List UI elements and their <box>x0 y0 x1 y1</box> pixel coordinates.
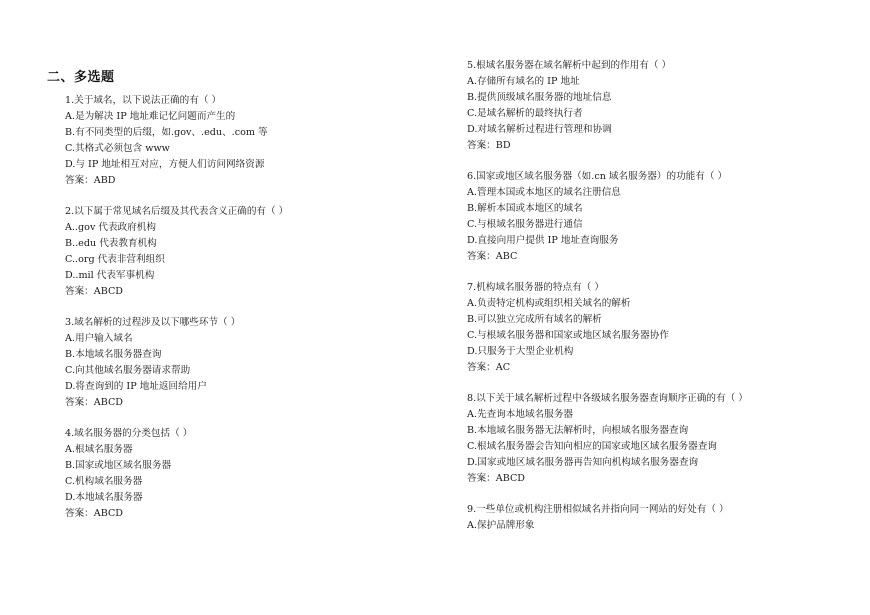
question-block <box>467 502 847 534</box>
question-block <box>65 315 445 411</box>
question-option: B.国家或地区域名服务器 <box>65 460 172 471</box>
question-option: B.可以独立完成所有域名的解析 <box>467 314 602 325</box>
question-option: A.先查询本地域名服务器 <box>467 409 573 420</box>
question-spacer <box>65 300 445 315</box>
question-block <box>467 391 847 487</box>
question-option: A..gov 代表政府机构 <box>65 222 156 233</box>
question-option: A.根域名服务器 <box>65 444 133 455</box>
question-option: B.本地域名服务器查询 <box>65 349 162 360</box>
question-option: A.管理本国或本地区的域名注册信息 <box>467 187 621 198</box>
question-option: C..org 代表非营利组织 <box>65 254 165 265</box>
question-option: B.解析本国或本地区的域名 <box>467 203 583 214</box>
question-spacer <box>467 154 847 169</box>
question-answer: 答案：ABCD <box>467 473 525 484</box>
section-title: 二、多选题 <box>47 70 115 85</box>
question-spacer <box>65 189 445 204</box>
question-answer: 答案：ABCD <box>65 397 123 408</box>
question-block <box>65 426 445 522</box>
left-column <box>65 93 445 522</box>
question-stem: 3.域名解析的过程涉及以下哪些环节（ ） <box>65 317 241 328</box>
question-spacer <box>65 411 445 426</box>
right-column <box>467 58 847 534</box>
question-answer: 答案：ABC <box>467 251 518 262</box>
question-answer: 答案：ABCD <box>65 286 123 297</box>
question-option: C.机构域名服务器 <box>65 476 143 487</box>
question-option: C.与根域名服务器进行通信 <box>467 219 583 230</box>
question-block <box>65 204 445 300</box>
question-answer: 答案：ABCD <box>65 508 123 519</box>
question-spacer <box>467 376 847 391</box>
question-option: C.向其他域名服务器请求帮助 <box>65 365 191 376</box>
question-option: B..edu 代表教育机构 <box>65 238 157 249</box>
question-block <box>467 280 847 376</box>
question-stem: 2.以下属于常见域名后缀及其代表含义正确的有（ ） <box>65 206 289 217</box>
question-option: B.有不同类型的后缀，如.gov、.edu、.com 等 <box>65 127 268 138</box>
question-option: C.根域名服务器会告知向相应的国家或地区域名服务器查询 <box>467 441 717 452</box>
question-answer: 答案：ABD <box>65 175 116 186</box>
question-option: D.直接向用户提供 IP 地址查询服务 <box>467 235 619 246</box>
question-option: A.用户输入域名 <box>65 333 133 344</box>
question-spacer <box>467 487 847 502</box>
question-stem: 5.根域名服务器在域名解析中起到的作用有（ ） <box>467 60 672 71</box>
question-option: A.是为解决 IP 地址难记忆问题而产生的 <box>65 111 236 122</box>
question-stem: 9.一些单位或机构注册相似域名并指向同一网站的好处有（ ） <box>467 504 729 515</box>
question-stem: 4.域名服务器的分类包括（ ） <box>65 428 193 439</box>
question-answer: 答案：BD <box>467 140 511 151</box>
question-option: D.对域名解析过程进行管理和协调 <box>467 124 612 135</box>
question-block <box>467 58 847 154</box>
question-answer: 答案：AC <box>467 362 511 373</box>
question-block <box>467 169 847 265</box>
question-option: A.负责特定机构或组织相关域名的解析 <box>467 298 631 309</box>
question-block <box>65 93 445 189</box>
question-option: D.国家或地区域名服务器再告知向机构域名服务器查询 <box>467 457 699 468</box>
question-option: D.与 IP 地址相互对应，方便人们访问网络资源 <box>65 159 265 170</box>
question-option: A.存储所有域名的 IP 地址 <box>467 76 580 87</box>
question-option: C.与根域名服务器和国家或地区域名服务器协作 <box>467 330 669 341</box>
question-option: D..mil 代表军事机构 <box>65 270 155 281</box>
question-spacer <box>467 265 847 280</box>
question-option: C.其格式必须包含 www <box>65 143 170 154</box>
question-option: D.本地域名服务器 <box>65 492 143 503</box>
question-option: D.将查询到的 IP 地址返回给用户 <box>65 381 207 392</box>
question-stem: 1.关于域名，以下说法正确的有（ ） <box>65 95 222 106</box>
question-option: B.本地域名服务器无法解析时，向根域名服务器查询 <box>467 425 689 436</box>
question-stem: 7.机构域名服务器的特点有（ ） <box>467 282 604 293</box>
question-option: B.提供顶级域名服务器的地址信息 <box>467 92 612 103</box>
question-stem: 8.以下关于域名解析过程中各级域名服务器查询顺序正确的有（ ） <box>467 393 748 404</box>
question-option: D.只服务于大型企业机构 <box>467 346 574 357</box>
question-option: C.是域名解析的最终执行者 <box>467 108 583 119</box>
question-option: A.保护品牌形象 <box>467 520 535 531</box>
question-stem: 6.国家或地区域名服务器（如.cn 域名服务器）的功能有（ ） <box>467 171 728 182</box>
